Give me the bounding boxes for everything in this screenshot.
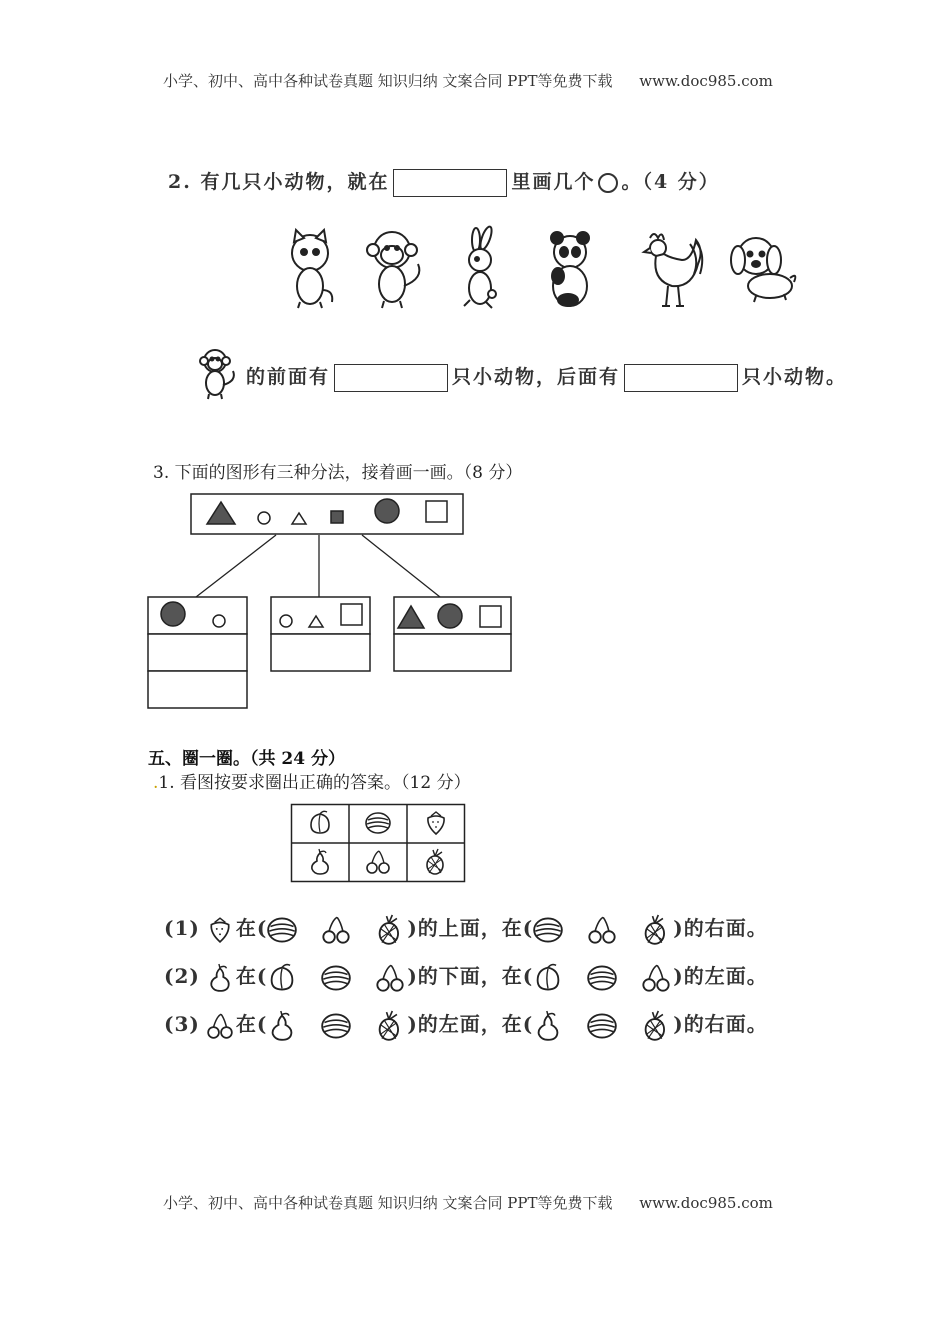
- zai-text: 在(: [235, 1012, 268, 1036]
- q2-prefix: 2. 有几只小动物，就在: [168, 171, 390, 193]
- watermelon-icon[interactable]: [321, 964, 351, 988]
- pear-icon[interactable]: [533, 1012, 563, 1036]
- watermelon-icon: [365, 810, 391, 836]
- strawberry-icon: [206, 916, 234, 940]
- pineapple-icon[interactable]: [375, 916, 405, 940]
- watermelon-icon[interactable]: [533, 916, 563, 940]
- q2-line-a: 的前面有: [246, 366, 331, 388]
- footer-url: www.doc985.com: [639, 1194, 773, 1212]
- shapes-source-box: [191, 494, 463, 534]
- small-circle-icon: [258, 512, 270, 524]
- mid-text: )的左面，在(: [407, 1012, 534, 1036]
- square-icon: [426, 501, 447, 522]
- footer-text: 小学、初中、高中各种试卷真题 知识归纳 文案合同 PPT等免费下载: [163, 1194, 613, 1212]
- draw-row[interactable]: [148, 634, 247, 671]
- pear-icon[interactable]: [267, 1012, 297, 1036]
- zai-text: 在(: [235, 916, 268, 940]
- end-text: )的右面。: [673, 1012, 768, 1036]
- watermelon-icon[interactable]: [587, 964, 617, 988]
- cherry-icon[interactable]: [587, 916, 617, 940]
- fruit-question-2: [164, 960, 768, 993]
- q2-points: 。（4 分）: [621, 171, 720, 193]
- q2-line-c: 只小动物。: [742, 366, 848, 388]
- filled-small-square-icon: [331, 511, 343, 523]
- pineapple-icon: [423, 849, 449, 875]
- square-icon: [341, 604, 362, 625]
- square-icon: [480, 606, 501, 627]
- cherry-icon: [206, 1012, 234, 1036]
- pineapple-icon[interactable]: [641, 1012, 671, 1036]
- pear-icon: [307, 849, 333, 875]
- pineapple-icon[interactable]: [375, 1012, 405, 1036]
- cherry-icon[interactable]: [321, 916, 351, 940]
- end-text: )的左面。: [673, 964, 768, 988]
- item-number: (1): [164, 916, 200, 940]
- section5-title: 五、圈一圈。（共 24 分）: [148, 749, 345, 769]
- section5-q1-text: 1. 看图按要求圈出正确的答案。（12 分）: [158, 773, 471, 793]
- peach-icon[interactable]: [533, 964, 563, 988]
- q2-line-b: 只小动物，后面有: [452, 366, 621, 388]
- item-number: (2): [164, 964, 200, 988]
- mid-text: )的下面，在(: [407, 964, 534, 988]
- peach-icon: [307, 810, 333, 836]
- small-circle-icon: [213, 615, 225, 627]
- q2-suffix-a: 里画几个: [511, 171, 596, 193]
- fruit-question-1: [164, 912, 768, 945]
- header-text: 小学、初中、高中各种试卷真题 知识归纳 文案合同 PPT等免费下载: [163, 72, 613, 90]
- sort-group-3: [394, 597, 511, 671]
- sort-group-1: [148, 597, 247, 708]
- filled-circle-icon: [375, 499, 399, 523]
- filled-circle-icon: [438, 604, 462, 628]
- filled-circle-icon: [161, 602, 185, 626]
- sort-group-2: [271, 597, 370, 671]
- cherry-icon: [365, 849, 391, 875]
- watermelon-icon[interactable]: [267, 916, 297, 940]
- cherry-icon[interactable]: [375, 964, 405, 988]
- pineapple-icon[interactable]: [641, 916, 671, 940]
- draw-row[interactable]: [394, 634, 511, 671]
- watermelon-icon[interactable]: [587, 1012, 617, 1036]
- watermelon-icon[interactable]: [321, 1012, 351, 1036]
- end-text: )的右面。: [673, 916, 768, 940]
- draw-row[interactable]: [271, 634, 370, 671]
- page-footer: [163, 1192, 773, 1213]
- fruit-question-3: [164, 1008, 768, 1041]
- mid-text: )的上面，在(: [407, 916, 534, 940]
- peach-icon[interactable]: [267, 964, 297, 988]
- pear-icon: [206, 964, 234, 988]
- header-url: www.doc985.com: [639, 72, 773, 90]
- zai-text: 在(: [235, 964, 268, 988]
- draw-row[interactable]: [148, 671, 247, 708]
- q3-title: 3. 下面的图形有三种分法，接着画一画。（8 分）: [153, 463, 523, 483]
- section5-q1-title: .1. 看图按要求圈出正确的答案。（12 分）: [153, 773, 471, 793]
- small-circle-icon: [280, 615, 292, 627]
- item-number: (3): [164, 1012, 200, 1036]
- strawberry-icon: [423, 810, 449, 836]
- cherry-icon[interactable]: [641, 964, 671, 988]
